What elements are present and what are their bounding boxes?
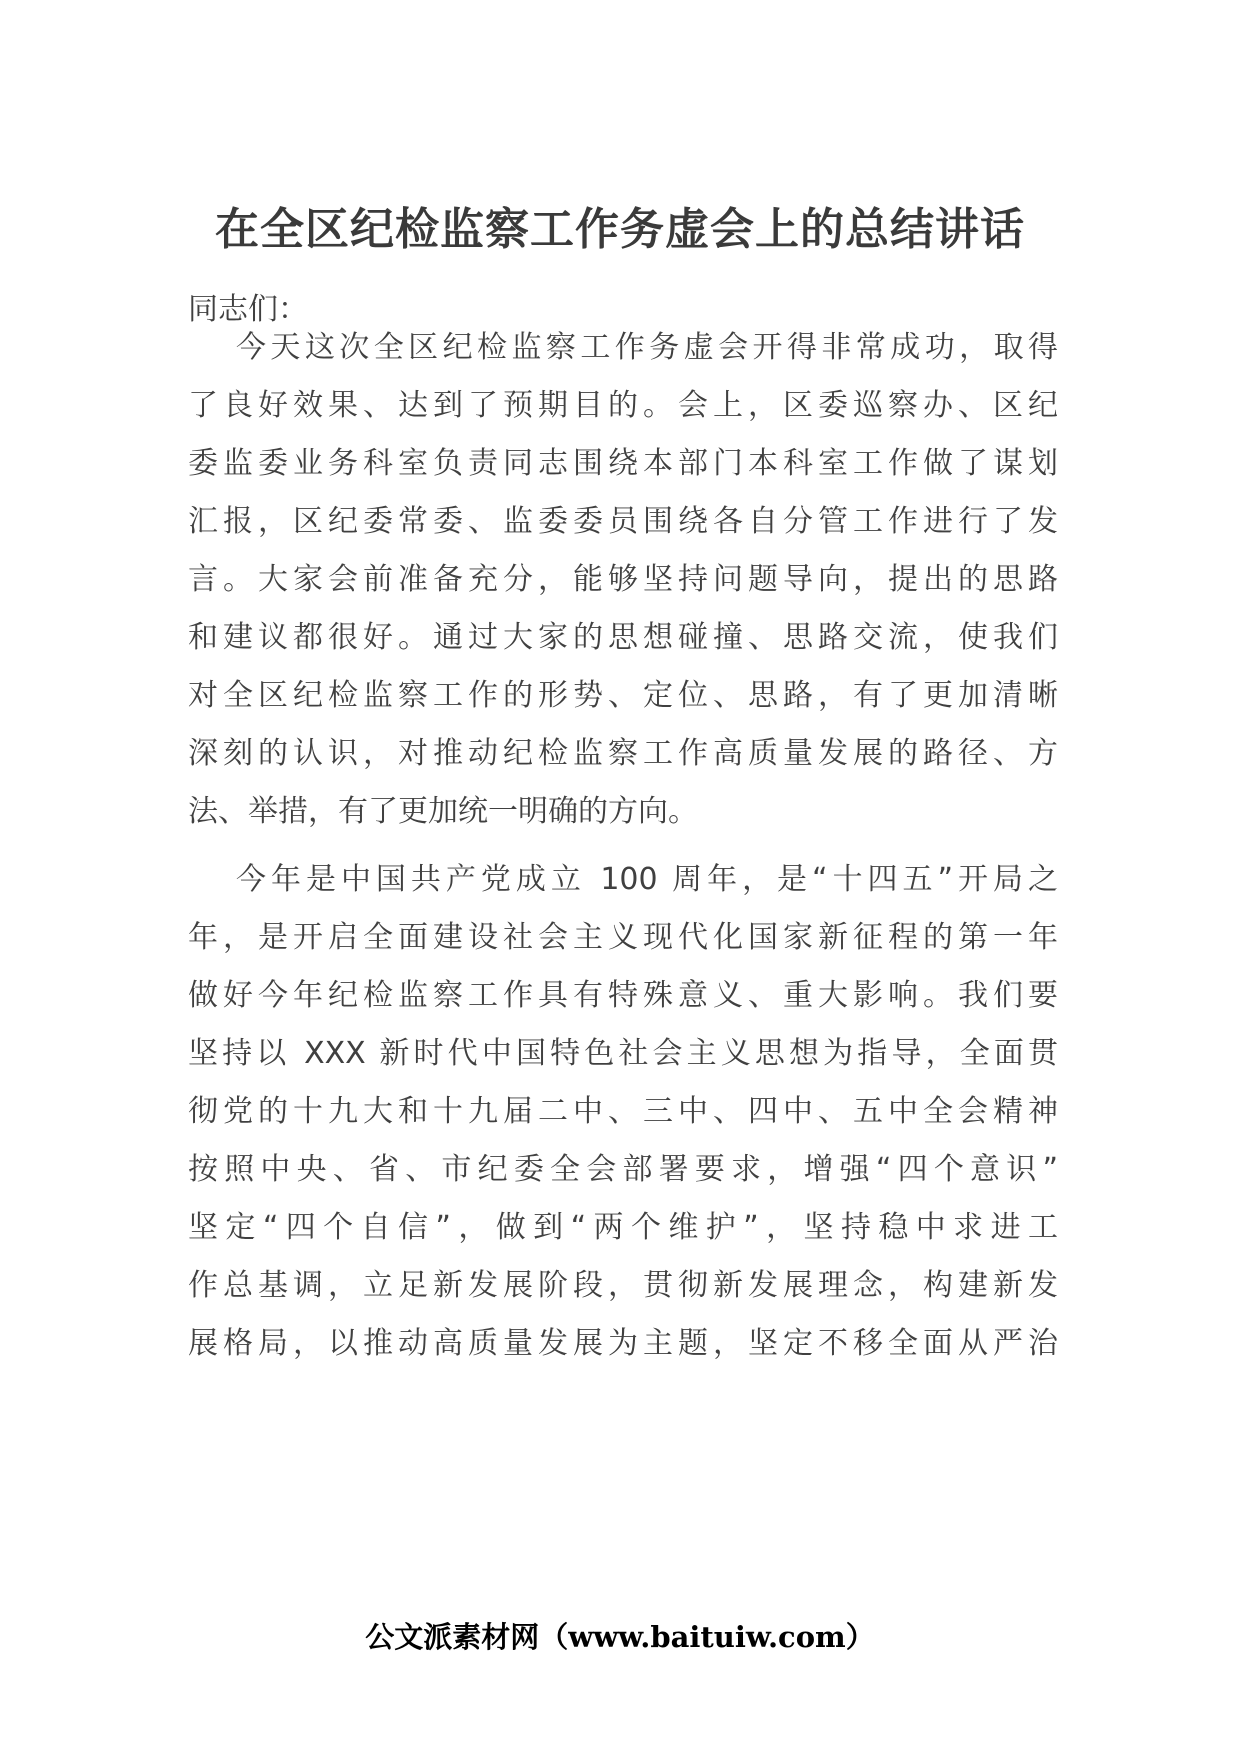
paragraph-line: 坚定“四个自信”，做到“两个维护”，坚持稳中求进工: [188, 1210, 1058, 1245]
paragraph-line: 深刻的认识，对推动纪检监察工作高质量发展的路径、方: [188, 736, 1058, 771]
paragraph-line: 汇报，区纪委常委、监委委员围绕各自分管工作进行了发: [188, 504, 1058, 539]
paragraph-line: 彻党的十九大和十九届二中、三中、四中、五中全会精神: [188, 1094, 1058, 1129]
paragraph-line: 和建议都很好。通过大家的思想碰撞、思路交流，使我们: [188, 620, 1058, 655]
paragraph-line: 作总基调，立足新发展阶段，贯彻新发展理念，构建新发: [188, 1268, 1058, 1303]
document-title: 在全区纪检监察工作务虚会上的总结讲话: [215, 204, 1025, 255]
paragraph-line: 今天这次全区纪检监察工作务虚会开得非常成功，取得: [236, 330, 1058, 365]
paragraph-line: 对全区纪检监察工作的形势、定位、思路，有了更加清晰: [188, 678, 1058, 713]
paragraph-line: 年，是开启全面建设社会主义现代化国家新征程的第一年: [188, 920, 1058, 955]
paragraph-line: 言。大家会前准备充分，能够坚持问题导向，提出的思路: [188, 562, 1058, 597]
salutation: 同志们：: [188, 292, 308, 327]
paragraph-line: 按照中央、省、市纪委全会部署要求，增强“四个意识”: [188, 1152, 1058, 1187]
source-footer: 公文派素材网（www.baituiw.com）: [365, 1620, 875, 1654]
paragraph-line: 做好今年纪检监察工作具有特殊意义、重大影响。我们要: [188, 978, 1058, 1013]
paragraph-line: 了良好效果、达到了预期目的。会上，区委巡察办、区纪: [188, 388, 1058, 423]
paragraph-line: 坚持以 XXX 新时代中国特色社会主义思想为指导，全面贯: [188, 1036, 1058, 1071]
paragraph-line: 今年是中国共产党成立 100 周年，是“十四五”开局之: [236, 862, 1058, 897]
paragraph-line: 展格局，以推动高质量发展为主题，坚定不移全面从严治: [188, 1326, 1058, 1361]
paragraph-line: 委监委业务科室负责同志围绕本部门本科室工作做了谋划: [188, 446, 1058, 481]
paragraph-line: 法、举措，有了更加统一明确的方向。: [188, 794, 698, 829]
